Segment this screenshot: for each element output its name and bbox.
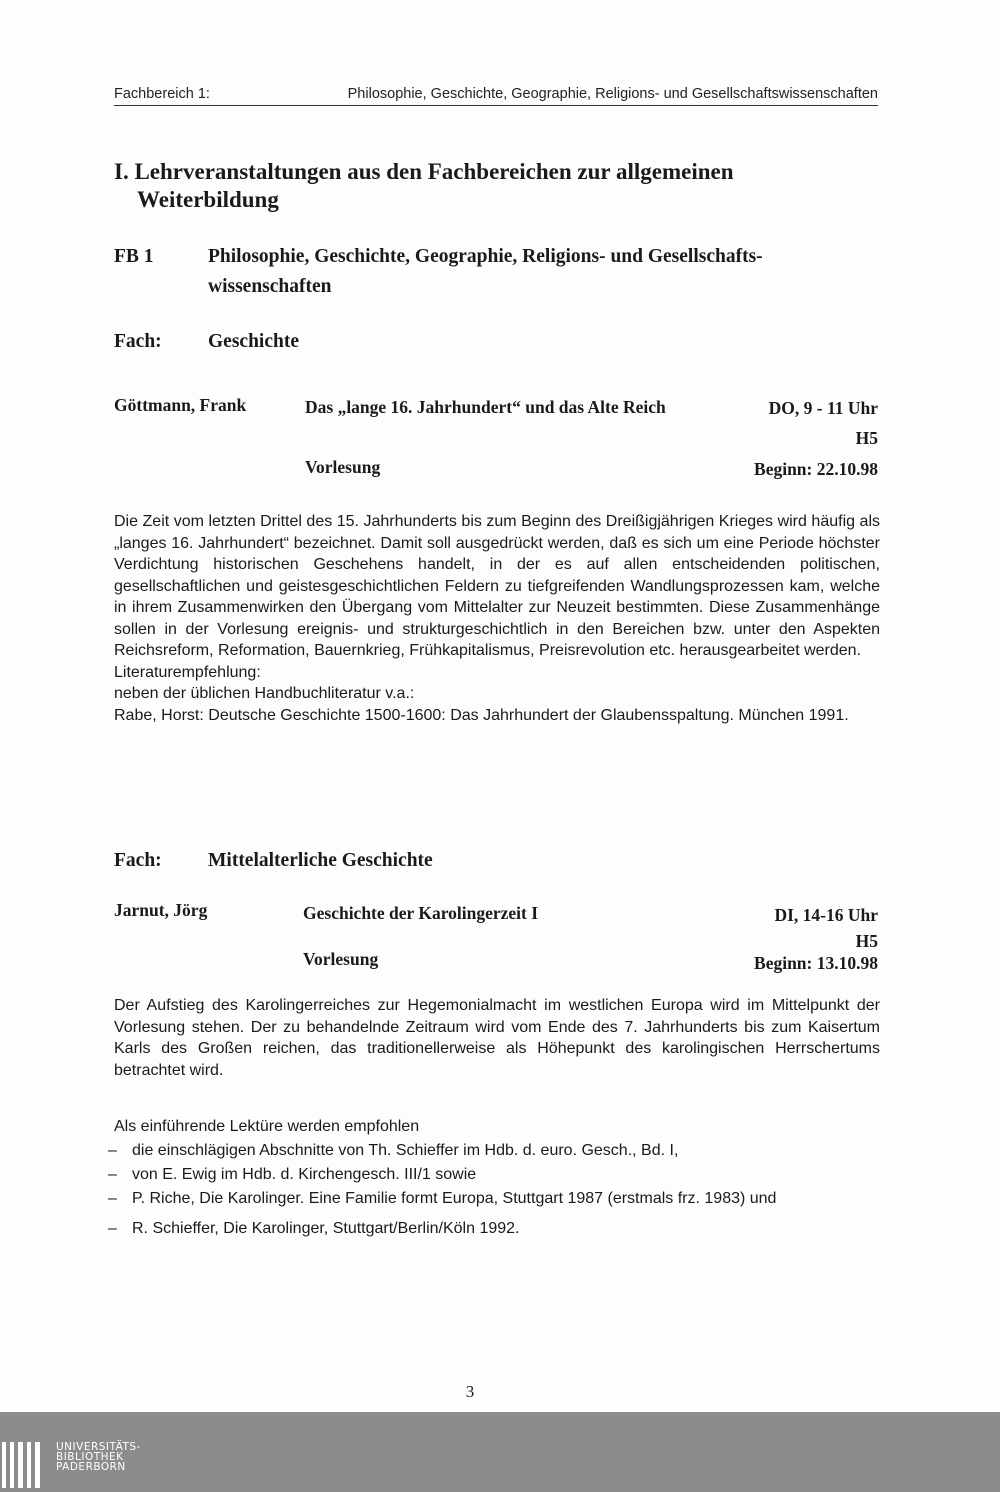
faculty-label: FB 1 (114, 246, 154, 267)
reading-item: von E. Ewig im Hdb. d. Kirchengesch. III/1 sowie (132, 1166, 477, 1183)
course2-time: DI, 14-16 Uhr (774, 905, 878, 925)
list-item (108, 1188, 880, 1210)
library-name-line3: PADERBORN (56, 1461, 126, 1473)
header-faculty: Fachbereich 1: (114, 86, 210, 102)
course2-lecturer: Jarnut, Jörg (114, 900, 208, 920)
course1-description (114, 511, 880, 726)
course2-reading-list (108, 1140, 880, 1242)
dash-bullet: – (108, 1166, 117, 1183)
course2-start: Beginn: 13.10.98 (754, 953, 878, 973)
course2-type: Vorlesung (303, 949, 379, 969)
course2-room: H5 (855, 931, 878, 951)
library-logo-icon (2, 1442, 46, 1488)
reading-item: die einschlägigen Abschnitte von Th. Schieffer im Hdb. d. euro. Gesch., Bd. I, (132, 1142, 679, 1159)
course1-lit-entry: Rabe, Horst: Deutsche Geschichte 1500-1600: Das Jahrhundert der Glaubensspaltung. München 1991. (114, 706, 849, 724)
course2-description (114, 995, 880, 1081)
course1-lit-intro: neben der üblichen Handbuchliteratur v.a.: (114, 685, 415, 702)
list-item (108, 1164, 880, 1186)
reading-item: R. Schieffer, Die Karolinger, Stuttgart/Berlin/Köln 1992. (132, 1220, 520, 1237)
course1-type: Vorlesung (305, 457, 381, 477)
course2-reading-intro-text: Als einführende Lektüre werden empfohlen (114, 1118, 420, 1135)
subject-name: Geschichte (208, 331, 299, 352)
faculty-name-line1: Philosophie, Geschichte, Geographie, Religions- und Gesellschafts- (208, 246, 763, 267)
course1-lit-label: Literaturempfehlung: (114, 663, 261, 681)
library-name-line2: BIBLIOTHEK (56, 1451, 124, 1463)
main-heading (114, 158, 814, 214)
course1-room: H5 (855, 428, 878, 448)
library-logo-text (56, 1442, 141, 1472)
page-number: 3 (465, 1382, 475, 1401)
header-rule (114, 105, 878, 106)
course1-description-text: Die Zeit vom letzten Drittel des 15. Jahrhunderts bis zum Beginn des Dreißigjährigen Krieges wird häufig als „langes 16. Jahrhundert“ bezeichnet. Damit soll ausgedrückt werden, daß es sich um eine Periode höchster Verdichtung historischen Geschehens handelt, in der es auf allen entscheidenden politischen, gesellschaftlichen und geistesgeschichtlichen Feldern zu tiefgreifenden Wandlungsprozessen kam, welche in ihrem Zusammenwirken den Übergang vom Mittelalter zur Neuzeit bestimmten. Diese Zusammenhänge sollen in der Vorlesung ereignis- und strukturgeschichtlich in den Bereichen bzw. unter den Aspekten Reichsreform, Reformation, Bauernkrieg, Frühkapitalismus, Preisrevolution etc. herausgearbeitet werden. (114, 513, 880, 659)
reading-item: P. Riche, Die Karolinger. Eine Familie formt Europa, Stuttgart 1987 (erstmals frz. 1983) und (132, 1190, 777, 1207)
library-name-line1: UNIVERSITÄTS- (56, 1441, 141, 1453)
header-subjects: Philosophie, Geschichte, Geographie, Religions- und Gesellschaftswissenschaften (347, 86, 878, 102)
course2-reading-intro (114, 1116, 880, 1138)
main-heading-line1: I. Lehrveranstaltungen aus den Fachbereichen zur allgemeinen (114, 159, 734, 184)
dash-bullet: – (108, 1220, 117, 1237)
subject-label: Fach: (114, 331, 162, 352)
dash-bullet: – (108, 1142, 117, 1159)
course2-title: Geschichte der Karolingerzeit I (303, 903, 539, 923)
main-heading-line2: Weiterbildung (137, 187, 279, 212)
dash-bullet: – (108, 1190, 117, 1207)
library-footer (0, 1412, 1000, 1492)
faculty-name (208, 242, 848, 302)
list-item (108, 1140, 880, 1162)
subject2-label: Fach: (114, 850, 162, 871)
course2-description-text: Der Aufstieg des Karolingerreiches zur Hegemonialmacht im westlichen Europa wird im Mittelpunkt der Vorlesung stehen. Der zu behandelnde Zeitraum wird vom Ende des 7. Jahrhunderts bis zum Kaisertum Karls des Großen reichen, das traditionellerweise als Höhepunkt des karolingischen Herrschertums betrachtet wird. (114, 997, 880, 1079)
list-item (108, 1218, 880, 1240)
course1-start: Beginn: 22.10.98 (754, 459, 878, 479)
faculty-name-line2: wissenschaften (208, 276, 332, 297)
running-header (114, 86, 878, 108)
course1-title: Das „lange 16. Jahrhundert“ und das Alte Reich (305, 397, 666, 417)
course1-lecturer: Göttmann, Frank (114, 395, 247, 415)
course1-time: DO, 9 - 11 Uhr (768, 398, 878, 418)
subject2-name: Mittelalterliche Geschichte (208, 850, 433, 871)
